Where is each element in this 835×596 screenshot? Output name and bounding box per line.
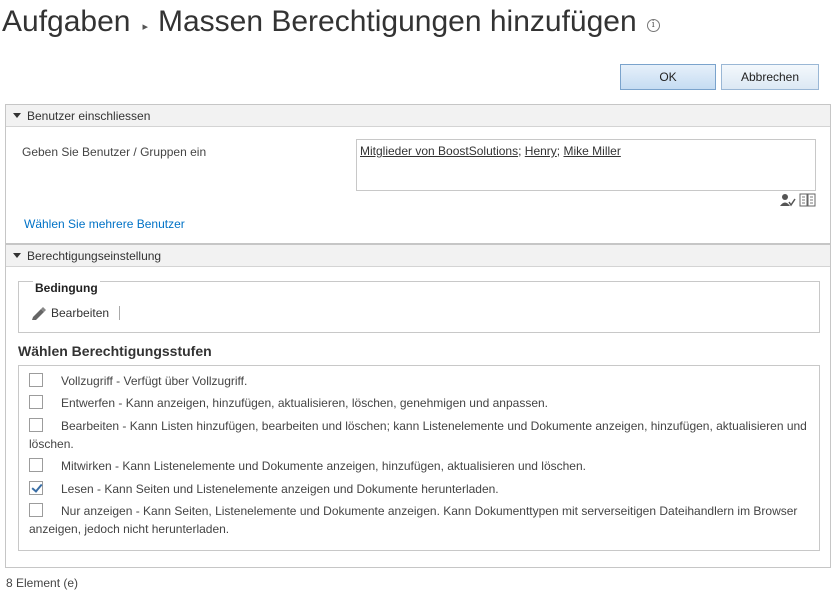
permission-checkbox[interactable] xyxy=(29,481,43,495)
user-separator: ; xyxy=(518,144,522,158)
permission-levels-heading: Wählen Berechtigungsstufen xyxy=(18,343,212,359)
page-title: Massen Berechtigungen hinzufügen xyxy=(157,5,637,38)
breadcrumb-separator-icon: ▸ xyxy=(142,20,148,33)
condition-box xyxy=(18,281,820,333)
edit-condition-label: Bearbeiten xyxy=(51,306,110,320)
users-field-label: Geben Sie Benutzer / Gruppen ein xyxy=(22,145,207,159)
permission-level-label: Lesen - Kann Seiten und Listenelemente anzeigen und Dokumente herunterladen. xyxy=(61,482,499,496)
permission-level-label: Bearbeiten - Kann Listen hinzufügen, bearbeiten und löschen; kann Listenelemente und Dokumente anzeigen, hinzufügen, aktualisieren und löschen. xyxy=(29,419,807,451)
edit-condition-button[interactable] xyxy=(31,306,120,320)
collapse-arrow-icon xyxy=(13,253,21,258)
permission-level-label: Nur anzeigen - Kann Seiten, Listenelemente und Dokumente anzeigen. Kann Dokumenttypen mit serverseitigen Dateihandlern im Browser anzeigen, jedoch nicht herunterladen. xyxy=(29,504,798,536)
permission-level-item xyxy=(29,457,819,475)
permission-section xyxy=(5,244,831,568)
permission-checkbox[interactable] xyxy=(29,458,43,472)
permission-checkbox[interactable] xyxy=(29,503,43,517)
permission-level-label: Entwerfen - Kann anzeigen, hinzufügen, aktualisieren, löschen, genehmigen und anpassen. xyxy=(61,396,549,410)
people-picker-icons xyxy=(780,193,817,207)
users-section-header[interactable] xyxy=(6,105,830,127)
permission-section-header[interactable] xyxy=(6,245,830,267)
browse-directory-icon[interactable] xyxy=(799,193,817,207)
select-multiple-users-link[interactable]: Wählen Sie mehrere Benutzer xyxy=(24,217,185,231)
permission-level-item xyxy=(29,372,819,390)
people-picker-input[interactable] xyxy=(356,139,816,191)
toolbar-divider xyxy=(119,306,120,320)
permission-checkbox[interactable] xyxy=(29,395,43,409)
resolved-user[interactable]: Mike Miller xyxy=(563,144,621,158)
resolved-user[interactable]: Henry xyxy=(524,144,557,158)
check-names-icon[interactable] xyxy=(780,193,796,207)
permission-level-label: Mitwirken - Kann Listenelemente und Dokumente anzeigen, hinzufügen, aktualisieren und löschen. xyxy=(61,459,586,473)
resolved-user[interactable]: Mitglieder von BoostSolutions xyxy=(360,144,519,158)
permission-level-label: Vollzugriff - Verfügt über Vollzugriff. xyxy=(61,374,248,388)
page-title-row xyxy=(2,2,660,42)
permission-level-item xyxy=(29,417,819,453)
permission-section-title: Berechtigungseinstellung xyxy=(27,248,162,263)
ok-button[interactable]: OK xyxy=(620,64,716,90)
condition-title: Bedingung xyxy=(35,281,98,295)
cancel-button[interactable]: Abbrechen xyxy=(721,64,819,90)
permission-checkbox[interactable] xyxy=(29,373,43,387)
user-separator: ; xyxy=(556,144,561,158)
info-icon[interactable]: i xyxy=(647,19,660,32)
permission-level-item xyxy=(29,480,819,498)
breadcrumb-tasks[interactable]: Aufgaben xyxy=(2,5,131,38)
permission-level-item xyxy=(29,394,819,412)
users-section-title: Benutzer einschliessen xyxy=(27,108,151,123)
permission-checkbox[interactable] xyxy=(29,418,43,432)
collapse-arrow-icon xyxy=(13,113,21,118)
permission-levels-list xyxy=(18,365,820,551)
permission-level-item xyxy=(29,502,819,538)
item-count: 8 Element (e) xyxy=(6,576,79,590)
users-section xyxy=(5,104,831,244)
pencil-icon xyxy=(31,306,47,320)
